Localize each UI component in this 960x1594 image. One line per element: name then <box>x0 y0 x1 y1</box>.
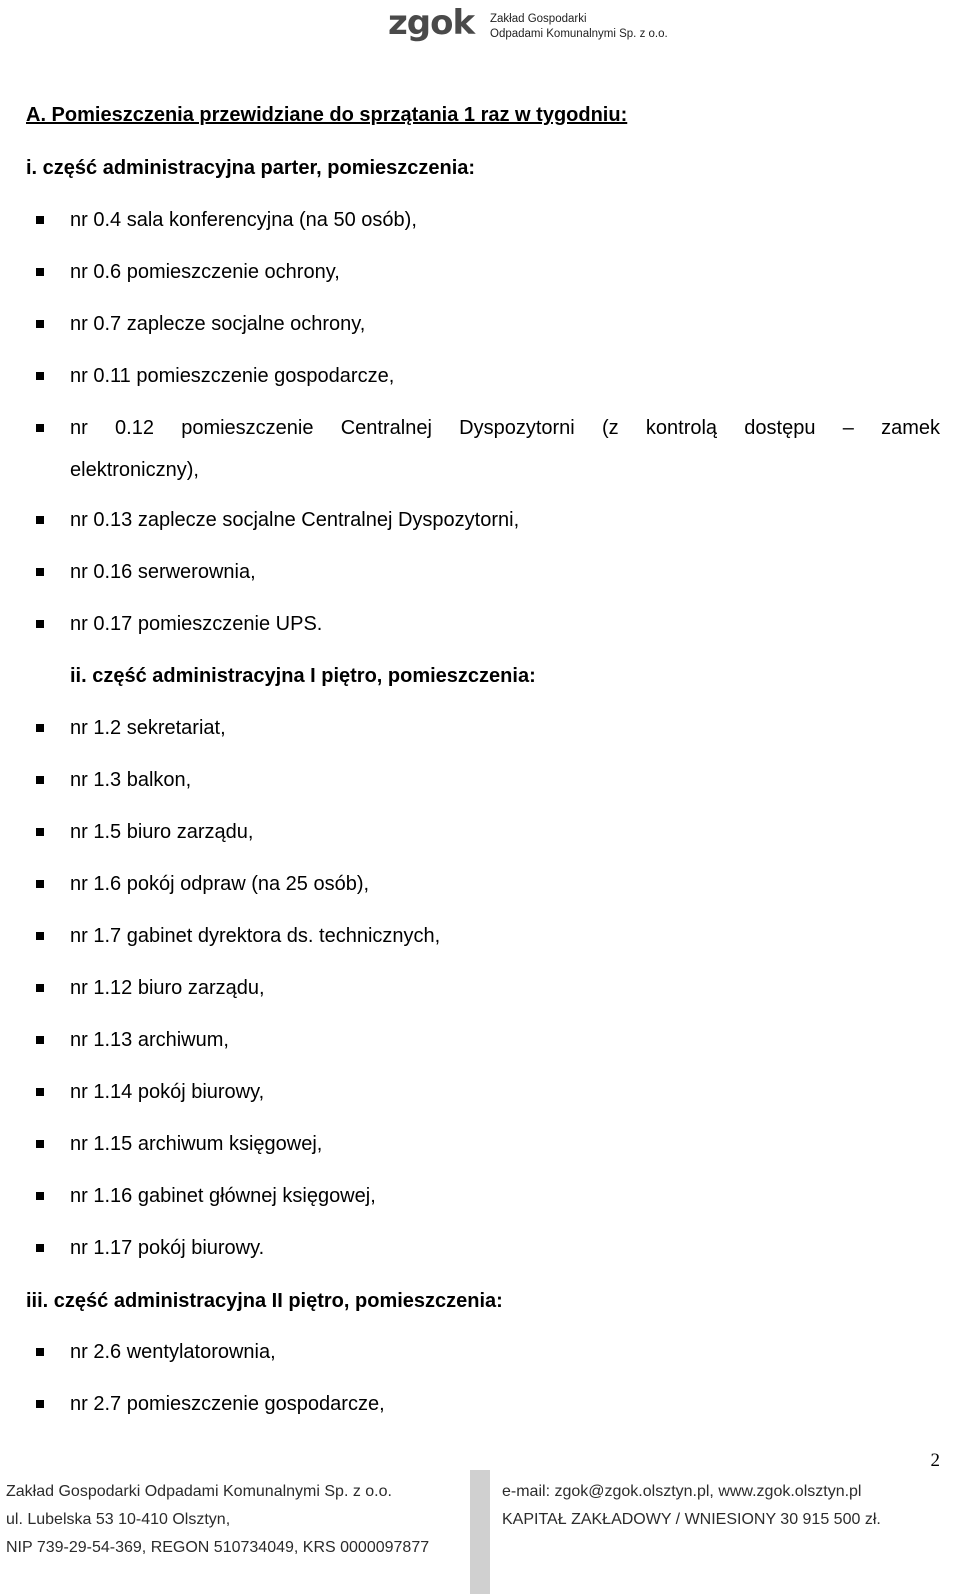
list-item: nr 0.4 sala konferencyjna (na 50 osób), <box>36 200 940 240</box>
list-item: nr 1.6 pokój odpraw (na 25 osób), <box>36 864 940 904</box>
list-item: nr 1.7 gabinet dyrektora ds. technicznych, <box>36 916 940 956</box>
square-bullet-icon <box>36 724 44 732</box>
list-item: nr 1.15 archiwum księgowej, <box>36 1124 940 1164</box>
footer-capital: KAPITAŁ ZAKŁADOWY / WNIESIONY 30 915 500 zł. <box>502 1511 881 1528</box>
footer-contact: e-mail: zgok@zgok.olsztyn.pl, www.zgok.olsztyn.pl <box>502 1483 862 1500</box>
square-bullet-icon <box>36 1140 44 1148</box>
square-bullet-icon <box>36 1088 44 1096</box>
svg-text:zgok: zgok <box>388 3 475 43</box>
list-item: nr 1.13 archiwum, <box>36 1020 940 1060</box>
list-item: nr 0.6 pomieszczenie ochrony, <box>36 252 940 292</box>
square-bullet-icon <box>36 776 44 784</box>
section-title-ground-floor: i. część administracyjna parter, pomieszczenia: <box>26 157 476 179</box>
square-bullet-icon <box>36 880 44 888</box>
square-bullet-icon <box>36 932 44 940</box>
section-heading-a: A. Pomieszczenia przewidziane do sprzątania 1 raz w tygodniu: <box>26 104 628 126</box>
section-title-second-floor: iii. część administracyjna II piętro, pomieszczenia: <box>26 1290 503 1312</box>
footer-registration: NIP 739-29-54-369, REGON 510734049, KRS 0000097877 <box>6 1539 430 1556</box>
square-bullet-icon <box>36 372 44 380</box>
list-item: nr 1.3 balkon, <box>36 760 940 800</box>
company-name <box>490 12 668 42</box>
footer-address: ul. Lubelska 53 10-410 Olsztyn, <box>6 1511 231 1528</box>
list-item: nr 0.12 pomieszczenie Centralnej Dyspozytorni (z kontrolą dostępu – zamek <box>36 408 940 448</box>
list-item: nr 0.16 serwerownia, <box>36 552 940 592</box>
square-bullet-icon <box>36 268 44 276</box>
section-title-first-floor: ii. część administracyjna I piętro, pomieszczenia: <box>70 665 536 687</box>
square-bullet-icon <box>36 1244 44 1252</box>
square-bullet-icon <box>36 568 44 576</box>
list-item: nr 1.17 pokój biurowy. <box>36 1228 940 1268</box>
list-item: nr 2.7 pomieszczenie gospodarcze, <box>36 1384 940 1424</box>
page-number: 2 <box>930 1450 940 1471</box>
square-bullet-icon <box>36 424 44 432</box>
square-bullet-icon <box>36 216 44 224</box>
list-item: nr 0.11 pomieszczenie gospodarcze, <box>36 356 940 396</box>
square-bullet-icon <box>36 516 44 524</box>
list-item: nr 1.14 pokój biurowy, <box>36 1072 940 1112</box>
square-bullet-icon <box>36 620 44 628</box>
footer-separator <box>470 1470 490 1594</box>
square-bullet-icon <box>36 828 44 836</box>
list-item: nr 0.17 pomieszczenie UPS. <box>36 604 940 644</box>
list-item: nr 1.2 sekretariat, <box>36 708 940 748</box>
square-bullet-icon <box>36 1348 44 1356</box>
square-bullet-icon <box>36 984 44 992</box>
square-bullet-icon <box>36 1400 44 1408</box>
list-item: nr 0.7 zaplecze socjalne ochrony, <box>36 304 940 344</box>
zgok-logo-mark <box>386 2 486 48</box>
list-item: nr 1.5 biuro zarządu, <box>36 812 940 852</box>
list-item: nr 1.12 biuro zarządu, <box>36 968 940 1008</box>
list-item: nr 1.16 gabinet głównej księgowej, <box>36 1176 940 1216</box>
footer-contact-info <box>502 1478 881 1534</box>
footer-company-info <box>6 1478 429 1562</box>
square-bullet-icon <box>36 320 44 328</box>
list-item: nr 2.6 wentylatorownia, <box>36 1332 940 1372</box>
list-item-continuation: elektroniczny), <box>70 459 199 481</box>
footer-company-name: Zakład Gospodarki Odpadami Komunalnymi Sp. z o.o. <box>6 1483 392 1500</box>
company-name-line1: Zakład Gospodarki <box>490 13 587 25</box>
list-item: nr 0.13 zaplecze socjalne Centralnej Dyspozytorni, <box>36 500 940 540</box>
square-bullet-icon <box>36 1192 44 1200</box>
square-bullet-icon <box>36 1036 44 1044</box>
company-name-line2: Odpadami Komunalnymi Sp. z o.o. <box>490 28 668 40</box>
